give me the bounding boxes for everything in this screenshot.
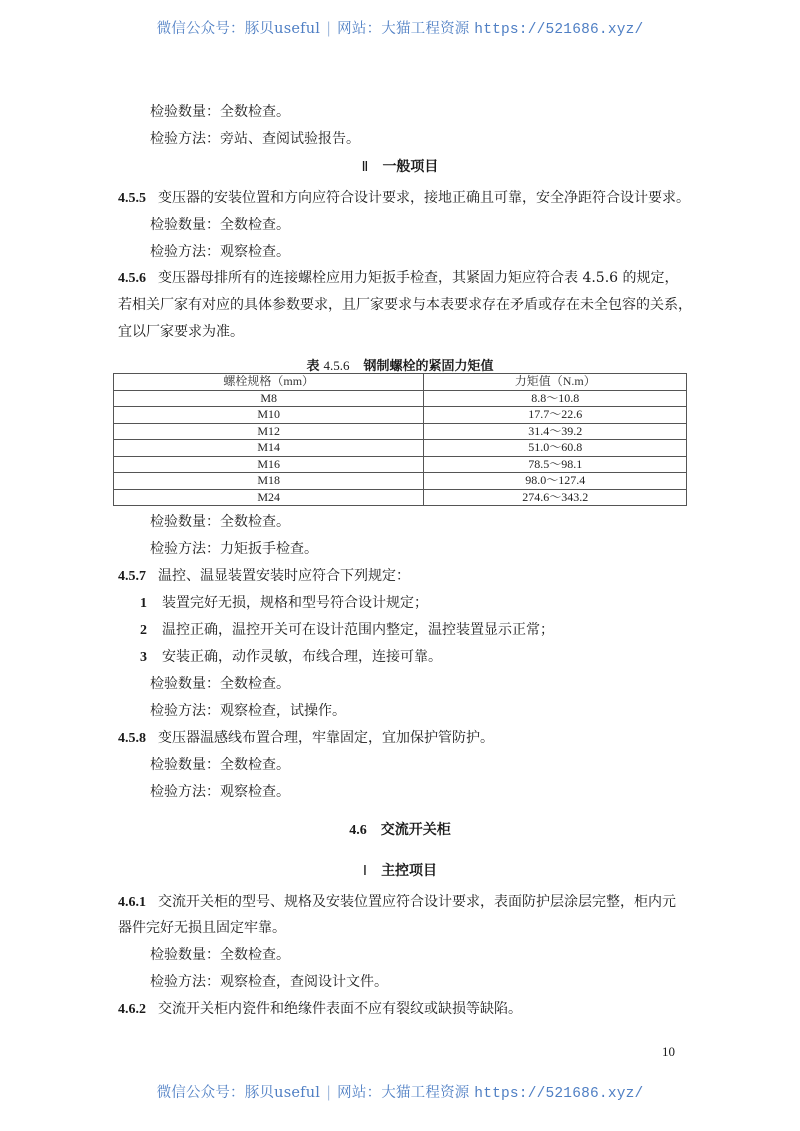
watermark-site: 网站：大猫工程资源 bbox=[337, 21, 470, 37]
inspection-method: 检验方法：观察检查。 bbox=[150, 244, 290, 260]
section-title: 交流开关柜 bbox=[380, 822, 451, 838]
inspection-quantity: 检验数量：全数检查。 bbox=[150, 217, 290, 233]
table-caption-prefix: 表 bbox=[306, 359, 320, 374]
bolt-spec-cell: M10 bbox=[114, 407, 424, 424]
subsection-heading-general bbox=[0, 157, 800, 178]
clause-continuation: 宜以厂家要求为准。 bbox=[118, 324, 244, 340]
clause-number: 4.5.6 bbox=[118, 271, 146, 286]
page-number: 10 bbox=[662, 1044, 675, 1059]
list-item-number: 1 bbox=[140, 596, 147, 611]
inspection-quantity: 检验数量：全数检查。 bbox=[150, 676, 290, 692]
clause-4-5-7 bbox=[0, 566, 800, 587]
watermark-url[interactable]: https://521686.xyz/ bbox=[474, 22, 644, 38]
watermark-url[interactable]: https://521686.xyz/ bbox=[474, 1086, 644, 1102]
clause-4-5-6 bbox=[0, 268, 800, 289]
clause-4-5-5 bbox=[0, 188, 800, 209]
list-item bbox=[0, 647, 800, 668]
table-row bbox=[114, 407, 687, 424]
bolt-spec-cell: M12 bbox=[114, 423, 424, 440]
column-header-bolt-spec: 螺栓规格（mm） bbox=[114, 374, 424, 391]
bolt-spec-cell: M18 bbox=[114, 473, 424, 490]
torque-cell: 98.0～127.4 bbox=[424, 473, 687, 490]
clause-text: 交流开关柜的型号、规格及安装位置应符合设计要求，表面防护层涂层完整，柜内元 bbox=[158, 894, 676, 910]
table-row bbox=[114, 489, 687, 506]
clause-text: 变压器母排所有的连接螺栓应用力矩扳手检查，其紧固力矩应符合表 4.5.6 的规定， bbox=[158, 270, 679, 286]
list-item-number: 2 bbox=[140, 623, 147, 638]
bolt-spec-cell: M24 bbox=[114, 489, 424, 506]
table-row bbox=[114, 390, 687, 407]
table-caption bbox=[0, 355, 800, 374]
table-caption-title: 钢制螺栓的紧固力矩值 bbox=[363, 359, 494, 374]
clause-number: 4.5.7 bbox=[118, 569, 146, 584]
clause-4-6-2 bbox=[0, 999, 800, 1020]
torque-cell: 274.6～343.2 bbox=[424, 489, 687, 506]
list-item-text: 安装正确，动作灵敏，布线合理，连接可靠。 bbox=[162, 649, 442, 665]
bolt-spec-cell: M16 bbox=[114, 456, 424, 473]
table-row bbox=[114, 456, 687, 473]
watermark-separator: | bbox=[326, 21, 332, 37]
inspection-method: 检验方法：观察检查，查阅设计文件。 bbox=[150, 974, 388, 990]
watermark-separator: | bbox=[326, 1085, 332, 1101]
torque-cell: 78.5～98.1 bbox=[424, 456, 687, 473]
clause-continuation: 若相关厂家有对应的具体参数要求，且厂家要求与本表要求存在矛盾或存在未全包容的关系， bbox=[118, 297, 692, 313]
bolt-spec-cell: M14 bbox=[114, 440, 424, 457]
torque-cell: 8.8～10.8 bbox=[424, 390, 687, 407]
clause-text: 温控、温显装置安装时应符合下列规定： bbox=[158, 568, 410, 584]
subsection-heading-main-control bbox=[0, 861, 800, 882]
subsection-roman: Ⅰ bbox=[362, 864, 368, 879]
table-caption-number: 4.5.6 bbox=[323, 358, 350, 373]
inspection-quantity: 检验数量：全数检查。 bbox=[150, 757, 290, 773]
clause-4-6-1 bbox=[0, 892, 800, 913]
inspection-method: 检验方法：旁站、查阅试验报告。 bbox=[150, 131, 360, 147]
clause-number: 4.6.2 bbox=[118, 1002, 146, 1017]
watermark-top bbox=[0, 17, 800, 38]
section-number: 4.6 bbox=[349, 823, 367, 838]
table-row bbox=[114, 440, 687, 457]
section-heading-4-6 bbox=[0, 820, 800, 841]
inspection-method: 检验方法：观察检查。 bbox=[150, 784, 290, 800]
watermark-wechat: 微信公众号：豚贝useful bbox=[156, 21, 321, 37]
list-item bbox=[0, 620, 800, 641]
subsection-title: 一般项目 bbox=[382, 159, 439, 175]
inspection-quantity: 检验数量：全数检查。 bbox=[150, 104, 290, 120]
column-header-torque: 力矩值（N.m） bbox=[424, 374, 687, 391]
table-header-row bbox=[114, 374, 687, 391]
table-row bbox=[114, 423, 687, 440]
table-row bbox=[114, 473, 687, 490]
bolt-spec-cell: M8 bbox=[114, 390, 424, 407]
watermark-wechat: 微信公众号：豚贝useful bbox=[156, 1085, 321, 1101]
list-item-number: 3 bbox=[140, 650, 147, 665]
subsection-title: 主控项目 bbox=[381, 863, 438, 879]
torque-table bbox=[113, 373, 687, 506]
clause-4-5-8 bbox=[0, 728, 800, 749]
torque-cell: 31.4～39.2 bbox=[424, 423, 687, 440]
inspection-method: 检验方法：观察检查，试操作。 bbox=[150, 703, 346, 719]
clause-number: 4.5.5 bbox=[118, 191, 146, 206]
subsection-roman: Ⅱ bbox=[361, 160, 369, 175]
clause-number: 4.6.1 bbox=[118, 895, 146, 910]
inspection-quantity: 检验数量：全数检查。 bbox=[150, 514, 290, 530]
torque-cell: 51.0～60.8 bbox=[424, 440, 687, 457]
clause-text: 变压器温感线布置合理，牢靠固定，宜加保护管防护。 bbox=[158, 730, 494, 746]
clause-text: 交流开关柜内瓷件和绝缘件表面不应有裂纹或缺损等缺陷。 bbox=[158, 1001, 522, 1017]
watermark-bottom bbox=[0, 1081, 800, 1102]
torque-cell: 17.7～22.6 bbox=[424, 407, 687, 424]
list-item-text: 装置完好无损，规格和型号符合设计规定； bbox=[162, 595, 428, 611]
inspection-method: 检验方法：力矩扳手检查。 bbox=[150, 541, 318, 557]
inspection-quantity: 检验数量：全数检查。 bbox=[150, 947, 290, 963]
list-item bbox=[0, 593, 800, 614]
watermark-site: 网站：大猫工程资源 bbox=[337, 1085, 470, 1101]
clause-text: 变压器的安装位置和方向应符合设计要求，接地正确且可靠，安全净距符合设计要求。 bbox=[158, 190, 690, 206]
clause-number: 4.5.8 bbox=[118, 731, 146, 746]
list-item-text: 温控正确，温控开关可在设计范围内整定，温控装置显示正常； bbox=[162, 622, 554, 638]
clause-continuation: 器件完好无损且固定牢靠。 bbox=[118, 920, 286, 936]
